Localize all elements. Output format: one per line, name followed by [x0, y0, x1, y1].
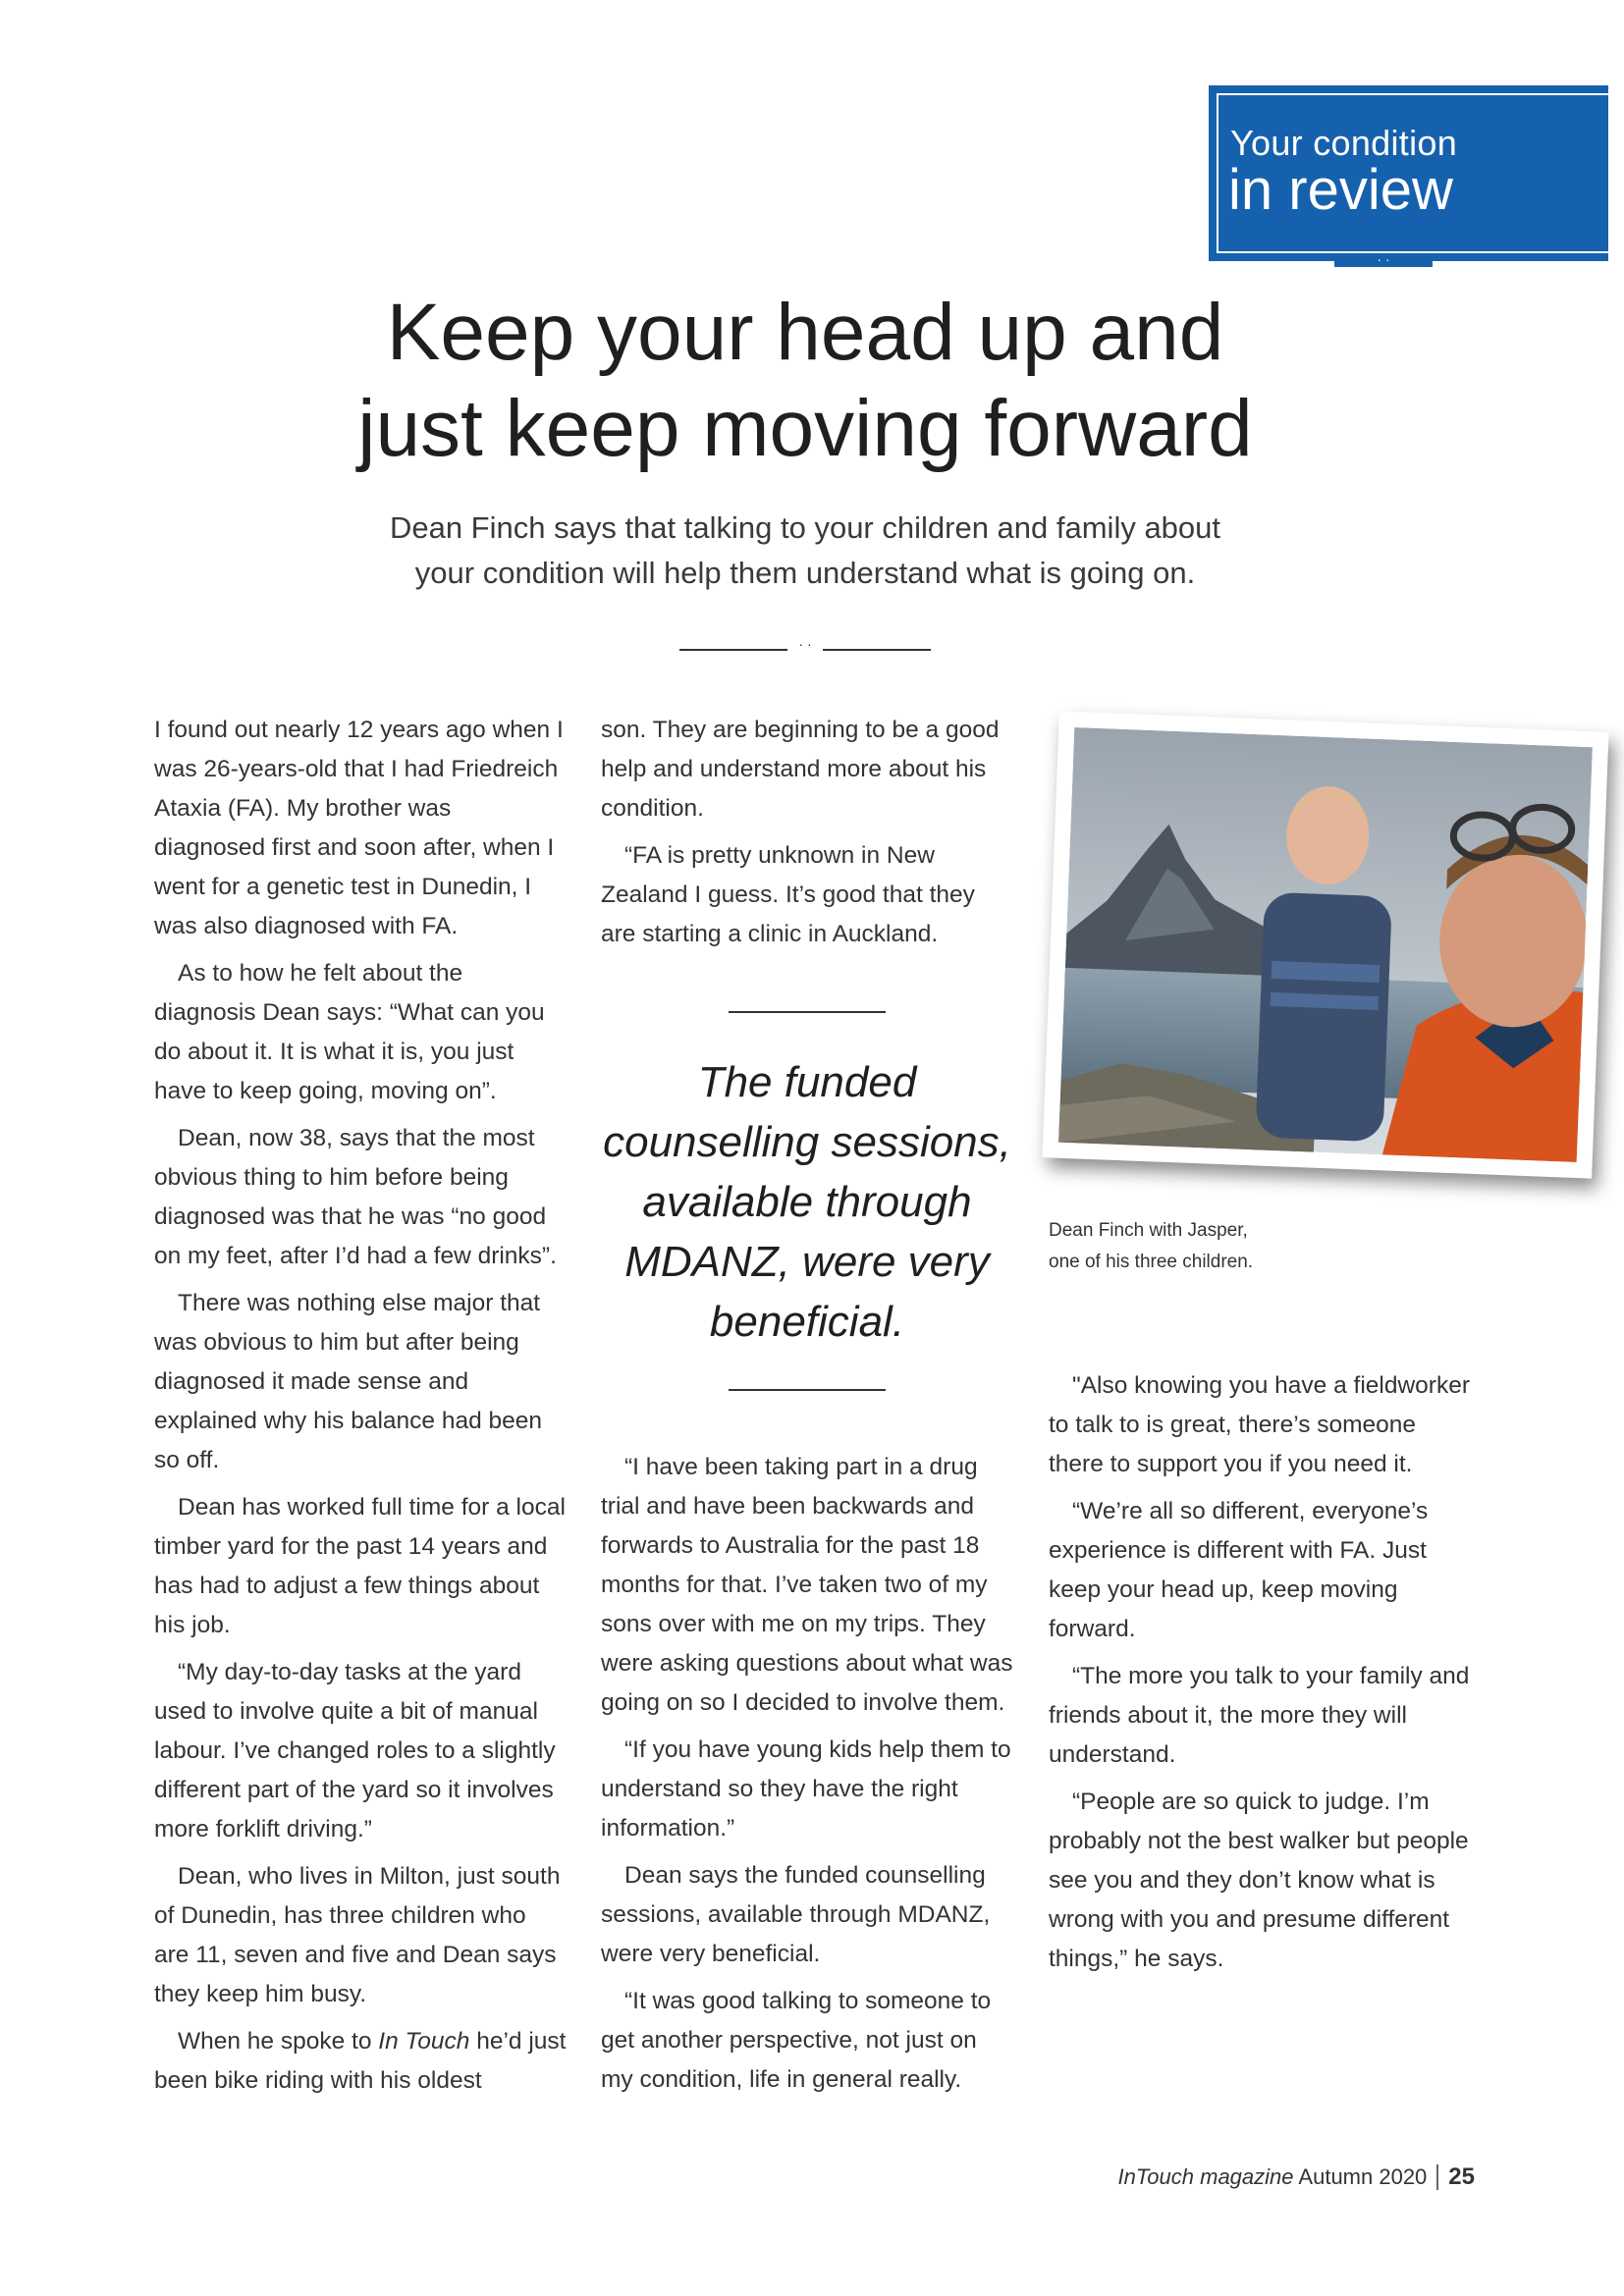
title-line-1: Keep your head up and [386, 288, 1224, 377]
badge-line1: Your condition [1230, 123, 1458, 163]
paragraph: “People are so quick to judge. I’m probably not the best walker but people see you and they don’t know what is wrong with you and presume different things,” he says. [1049, 1789, 1469, 1972]
photo-image [1058, 727, 1593, 1162]
badge-line2: in review [1228, 158, 1453, 222]
article-title [295, 285, 1316, 477]
badge-ornament: · · [1334, 255, 1433, 267]
standfirst-line-2: your condition will help them understand what is going on. [414, 556, 1196, 590]
caption-line-1: Dean Finch with Jasper, [1049, 1220, 1248, 1241]
paragraph: Dean has worked full time for a local timber yard for the past 14 years and has had to adjust a few things about his job. [154, 1494, 566, 1638]
paragraph: “We’re all so different, everyone’s experience is different with FA. Just keep your head up, keep moving forward. [1049, 1498, 1429, 1642]
paragraph: “I have been taking part in a drug trial and have been backwards and forwards to Australia for the past 18 months for that. I’ve taken two of my sons over with me on my trips. They were asking questions about what was going on so I decided to involve them. [601, 1454, 1013, 1716]
paragraph: I found out nearly 12 years ago when I was 26-years-old that I had Friedreich Ataxia (FA). My brother was diagnosed first and soon after, when I went for a genetic test in Dunedin, I was also diagnosed with FA. [154, 717, 564, 939]
article-standfirst [373, 506, 1237, 596]
body-column-2 [601, 711, 1013, 962]
paragraph: “It was good talking to someone to get another perspective, not just on my condition, life in general really. [601, 1988, 992, 2093]
text-run: When he spoke to [178, 2028, 379, 2055]
text-run: he’d just been bike riding with his oldest [154, 2028, 567, 2094]
pull-quote-text: The funded counselling sessions, available through MDANZ, were very beneficial. [603, 1058, 1011, 1346]
paragraph: “The more you talk to your family and friends about it, the more they will understand. [1049, 1663, 1470, 1768]
standfirst-line-1: Dean Finch says that talking to your children and family about [389, 510, 1221, 545]
title-divider: · · [677, 636, 933, 650]
body-column-2-continued [601, 1448, 1013, 2108]
pull-quote-rule-bottom [729, 1389, 886, 1391]
paragraph: “FA is pretty unknown in New Zealand I guess. It’s good that they are starting a clinic in Auckland. [601, 842, 975, 947]
footer-magazine-name: InTouch magazine [1117, 2164, 1294, 2189]
paragraph: “If you have young kids help them to understand so they have the right information.” [601, 1736, 1011, 1842]
body-column-3 [1049, 1366, 1471, 1987]
paragraph: Dean says the funded counselling sessions, available through MDANZ, were very beneficial. [601, 1862, 991, 1967]
paragraph: Dean, who lives in Milton, just south of Dunedin, has three children who are 11, seven and five and Dean says they keep him busy. [154, 1863, 561, 2007]
pull-quote [601, 1011, 1013, 1391]
paragraph: “My day-to-day tasks at the yard used to involve quite a bit of manual labour. I’ve changed roles to a slightly different part of the yard so it involves more forklift driving.” [154, 1659, 556, 1842]
magazine-name: In Touch [378, 2028, 470, 2055]
pull-quote-rule-top [729, 1011, 886, 1013]
paragraph: As to how he felt about the diagnosis Dean says: “What can you do about it. It is what it is, you just have to keep going, moving on”. [154, 960, 545, 1104]
body-column-1 [154, 711, 567, 2109]
paragraph: Dean, now 38, says that the most obvious thing to him before being diagnosed was that he was “no good on my feet, after I’d had a few drinks”. [154, 1125, 557, 1269]
caption-line-2: one of his three children. [1049, 1252, 1254, 1272]
page-number: 25 [1448, 2163, 1475, 2190]
paragraph: "Also knowing you have a fieldworker to talk to is great, there’s someone there to support you if you need it. [1049, 1372, 1470, 1477]
paragraph: son. They are beginning to be a good help and understand more about his condition. [601, 717, 1000, 822]
footer-issue: Autumn 2020 [1298, 2164, 1428, 2189]
footer-publication [1118, 2164, 1428, 2190]
footer-separator [1436, 2164, 1438, 2190]
photo-dean-and-jasper [1042, 711, 1608, 1178]
section-badge [1209, 85, 1608, 267]
page-footer [1118, 2163, 1475, 2191]
photo-caption [1049, 1215, 1461, 1278]
paragraph: There was nothing else major that was obvious to him but after being diagnosed it made sense and explained why his balance had been so off. [154, 1290, 543, 1473]
title-line-2: just keep moving forward [357, 384, 1253, 473]
paragraph [154, 2022, 567, 2101]
